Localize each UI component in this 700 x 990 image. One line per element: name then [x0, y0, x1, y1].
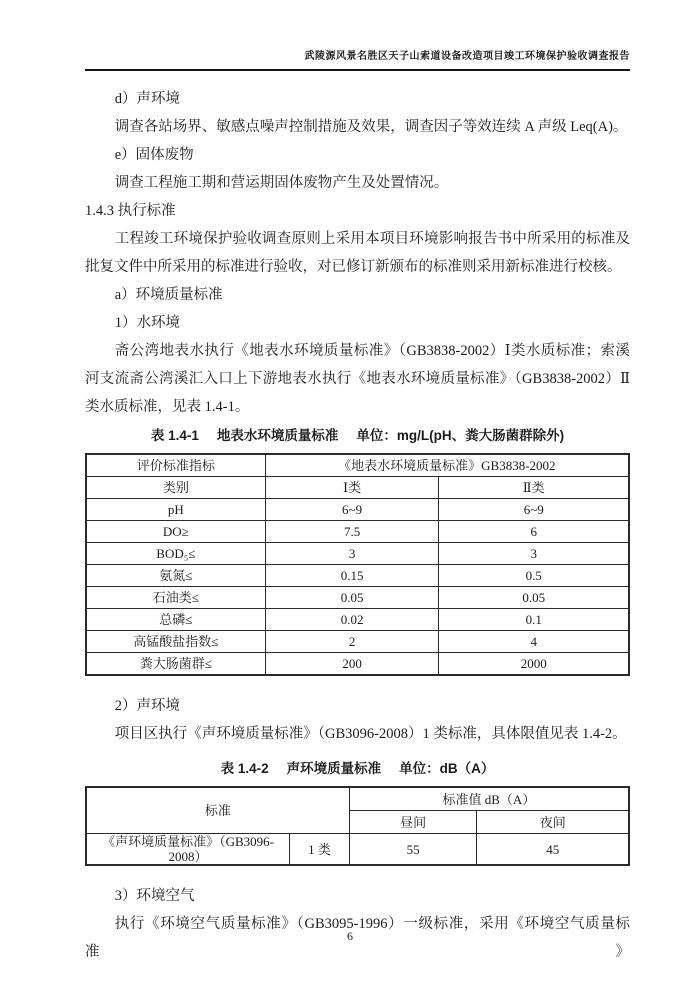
table-row — [86, 631, 629, 653]
table2-header-night: 夜间 — [477, 811, 629, 834]
table-row — [86, 565, 629, 587]
table1-caption-unit: 单位：mg/L(pH、粪大肠菌群除外) — [356, 428, 565, 443]
class2-value: 6 — [439, 521, 629, 543]
paragraph-solid-waste: 调查工程施工期和营运期固体废物产生及处置情况。 — [114, 175, 449, 191]
class1-value: 7.5 — [265, 521, 439, 543]
surface-water-quality-table — [85, 453, 630, 676]
paragraph-water-line3: 类水质标准，见表 1.4-1。 — [85, 399, 250, 415]
indicator-name: pH — [86, 499, 265, 521]
indicator-name: DO≥ — [86, 521, 265, 543]
document-body — [85, 85, 630, 966]
paragraph-standards-line2: 批复文件中所采用的标准进行验收，对已修订新颁布的标准则采用新标准进行校核。 — [85, 259, 622, 275]
noise-standard-class: 1 类 — [290, 834, 350, 866]
table1-caption — [85, 426, 630, 446]
class1-value: 200 — [265, 653, 439, 676]
section-heading-1-4-3: 1.4.3 执行标准 — [85, 203, 176, 219]
indicator-name: BOD₅≤ — [86, 543, 265, 565]
paragraph-water-line1: 斋公湾地表水执行《地表水环境质量标准》（GB3838-2002）Ⅰ类水质标准；索溪 — [114, 343, 630, 359]
class1-value: 0.02 — [265, 609, 439, 631]
paragraph-air-standard: 执行《环境空气质量标准》（GB3095-1996）一级标准，采用《环境空气质量标准》 — [85, 916, 630, 960]
table1-header-indicator: 评价标准指标 — [86, 454, 265, 477]
table2-header-day: 昼间 — [349, 811, 477, 834]
paragraph-water-line2: 河支流斋公湾溪汇入口上下游地表水执行《地表水环境质量标准》（GB3838-2002）Ⅱ — [85, 371, 630, 387]
table2-header-standard: 标准 — [86, 787, 349, 834]
class1-value: 0.15 — [265, 565, 439, 587]
noise-day-limit: 55 — [349, 834, 477, 866]
table2-caption — [85, 759, 630, 779]
table-row — [86, 543, 629, 565]
class1-value: 6~9 — [265, 499, 439, 521]
paragraph-noise-survey: 调查各站场界、敏感点噪声控制措施及效果，调查因子等效连续 A 声级 Leq(A)。 — [114, 119, 628, 135]
class1-value: 0.05 — [265, 587, 439, 609]
indicator-name: 高锰酸盐指数≤ — [86, 631, 265, 653]
item-1-water-environment: 1）水环境 — [114, 315, 180, 331]
table-row — [86, 521, 629, 543]
table-row — [86, 787, 629, 811]
class2-value: 2000 — [439, 653, 629, 676]
page-header-title: 武陵源风景名胜区天子山索道设备改造项目竣工环境保护验收调查报告 — [304, 51, 630, 62]
indicator-name: 石油类≤ — [86, 587, 265, 609]
indicator-name: 总磷≤ — [86, 609, 265, 631]
class2-value: 0.05 — [439, 587, 629, 609]
table-row — [86, 454, 629, 477]
noise-night-limit: 45 — [477, 834, 629, 866]
class1-value: 2 — [265, 631, 439, 653]
class2-value: 4 — [439, 631, 629, 653]
item-3-ambient-air: 3）环境空气 — [114, 888, 195, 904]
table2-header-value: 标准值 dB（A） — [349, 787, 629, 811]
header-divider — [85, 69, 630, 71]
table1-header-standard: 《地表水环境质量标准》GB3838-2002 — [265, 454, 629, 477]
class1-value: 3 — [265, 543, 439, 565]
table-row — [86, 609, 629, 631]
table-row — [86, 834, 629, 866]
table1-caption-label: 表 1.4-1 — [150, 428, 199, 443]
class2-value: 0.1 — [439, 609, 629, 631]
paragraph-standards-line1: 工程竣工环境保护验收调查原则上采用本项目环境影响报告书中所采用的标准及 — [114, 231, 630, 247]
page-number: 6 — [347, 929, 353, 943]
item-e-solid-waste-heading: e）固体废物 — [114, 147, 194, 163]
table-row — [86, 653, 629, 676]
paragraph-noise-standard: 项目区执行《声环境质量标准》（GB3096-2008）1 类标准，具体限值见表 1.4-2。 — [114, 726, 627, 742]
table-row — [86, 477, 629, 499]
table1-caption-title: 地表水环境质量标准 — [216, 428, 339, 443]
indicator-name: 粪大肠菌群≤ — [86, 653, 265, 676]
table1-subheader-class2: Ⅱ类 — [439, 477, 629, 499]
item-d-noise-heading: d）声环境 — [114, 91, 180, 107]
indicator-name: 氨氮≤ — [86, 565, 265, 587]
item-a-quality-standards: a）环境质量标准 — [114, 287, 223, 303]
table1-subheader-class1: Ⅰ类 — [265, 477, 439, 499]
table-row — [86, 499, 629, 521]
item-2-noise-environment: 2）声环境 — [114, 698, 180, 714]
table-row — [86, 587, 629, 609]
table1-subheader-category: 类别 — [86, 477, 265, 499]
table2-caption-title: 声环境质量标准 — [286, 761, 382, 776]
class2-value: 3 — [439, 543, 629, 565]
class2-value: 6~9 — [439, 499, 629, 521]
table2-caption-unit: 单位：dB（A） — [399, 761, 495, 776]
class2-value: 0.5 — [439, 565, 629, 587]
noise-quality-table — [85, 786, 630, 866]
noise-standard-name: 《声环境质量标准》（GB3096-2008） — [86, 834, 290, 866]
table2-caption-label: 表 1.4-2 — [220, 761, 269, 776]
